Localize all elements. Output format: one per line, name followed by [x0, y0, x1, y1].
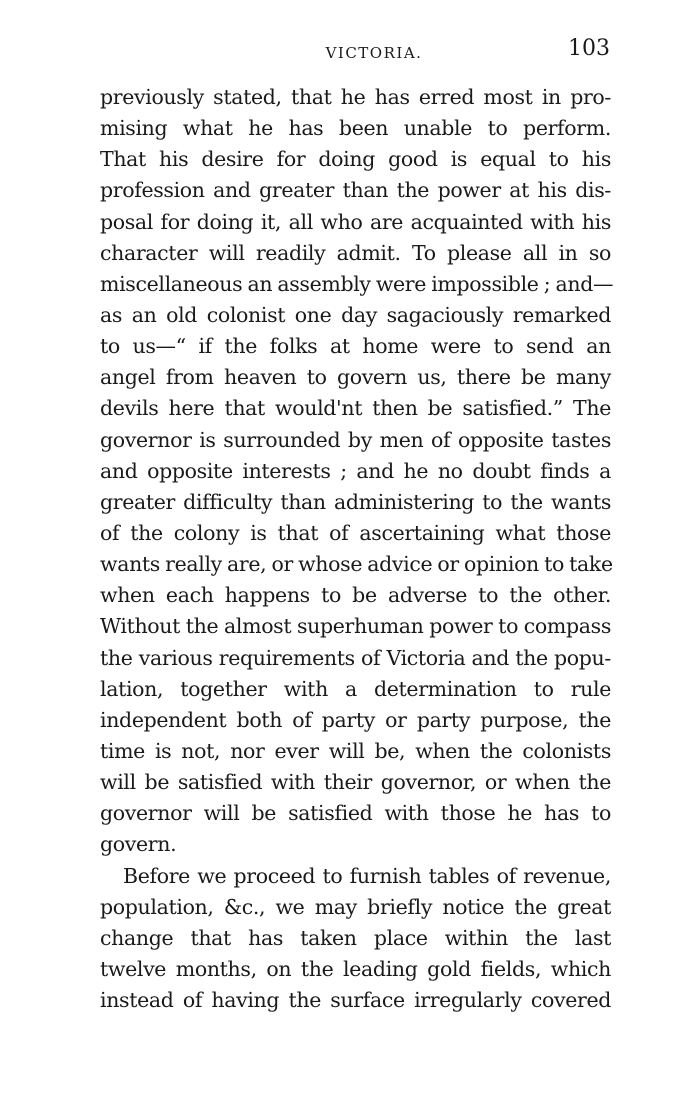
text-line: time is not, nor ever will be, when the colonists [100, 738, 611, 763]
text-line: lation, together with a determination to rule [100, 676, 611, 701]
text-line: profession and greater than the power at his dis- [100, 178, 611, 203]
text-line: That his desire for doing good is equal to his [100, 147, 611, 172]
text-line: angel from heaven to govern us, there be many [100, 365, 611, 390]
text-line: independent both of party or party purpose, the [100, 707, 611, 732]
text-line: and opposite interests ; and he no doubt finds a [100, 458, 611, 483]
text-line: previously stated, that he has erred most in pro- [100, 85, 611, 109]
text-line: as an old colonist one day sagaciously remarked [100, 302, 611, 327]
running-title: VICTORIA. [325, 44, 423, 62]
text-line: when each happens to be adverse to the other. [100, 583, 611, 608]
text-line: to us—“ if the folks at home were to send an [100, 334, 611, 359]
page-number: 103 [568, 36, 610, 61]
text-line: twelve months, on the leading gold fields, which [100, 956, 611, 981]
text-line: character will readily admit. To please all in so [100, 240, 611, 265]
paragraph-start-line: Before we proceed to furnish tables of revenue, [123, 863, 611, 888]
text-line: devils here that would'nt then be satisfied.” The [100, 396, 611, 421]
text-line: miscellaneous an assembly were impossible ; and— [100, 271, 614, 296]
text-line: governor will be satisfied with those he has to [100, 801, 611, 826]
text-line: mising what he has been unable to perform. [100, 116, 611, 141]
running-head [100, 36, 612, 66]
text-line: Without the almost superhuman power to compass [100, 614, 611, 639]
body-text [100, 82, 614, 1016]
text-line: of the colony is that of ascertaining what those [100, 520, 611, 545]
text-line: posal for doing it, all who are acquainted with his [100, 209, 611, 234]
text-line: the various requirements of Victoria and the popu- [100, 645, 611, 670]
text-line: greater difficulty than administering to the wants [100, 489, 611, 514]
text-line: wants really are, or whose advice or opinion to take [100, 552, 613, 577]
text-line: change that has taken place within the last [100, 925, 611, 950]
paragraph-end-line: govern. [100, 832, 177, 857]
text-line: governor is surrounded by men of opposite tastes [100, 427, 611, 452]
text-line: instead of having the surface irregularly covered [100, 988, 611, 1013]
text-line: will be satisfied with their governor, or when the [100, 770, 611, 795]
text-line: population, &c., we may briefly notice the great [100, 894, 611, 919]
